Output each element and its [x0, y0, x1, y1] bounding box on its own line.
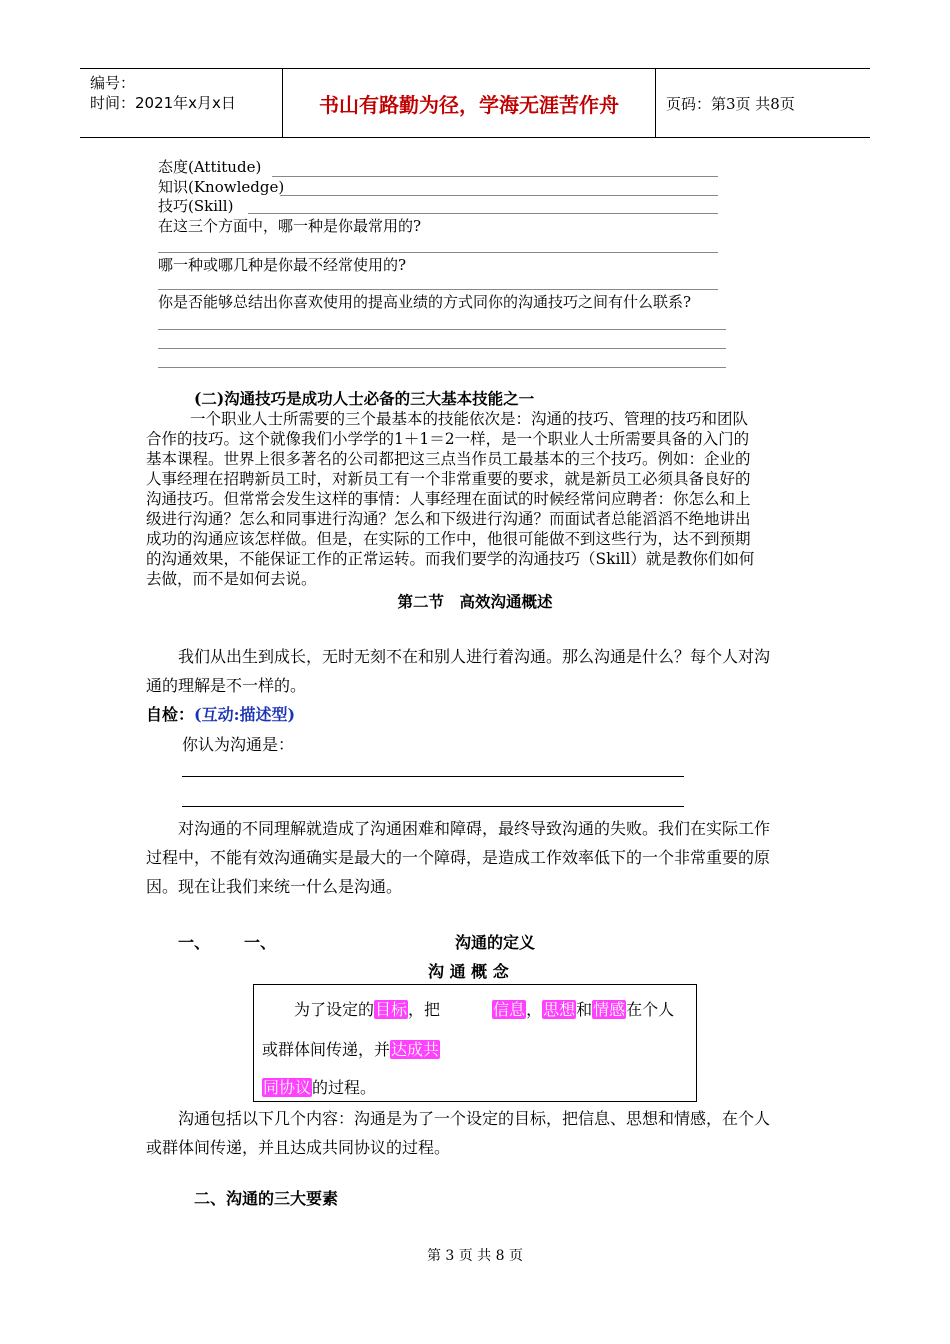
concept-line-2	[262, 1035, 440, 1064]
section-line: 合作的技巧。这个就像我们小学学的1＋1＝2一样，是一个职业人士所需要具备的入门的	[146, 430, 750, 448]
attitude-label: 态度(Attitude)	[158, 158, 262, 176]
question-most-used: 在这三个方面中，哪一种是你最常用的?	[158, 217, 422, 235]
self-check-type: (互动:描述型)	[194, 705, 296, 724]
answer-line	[158, 252, 718, 253]
time-label: 时间：2021年x月x日	[90, 94, 236, 112]
number-label: 编号：	[90, 74, 136, 92]
concept-text: 为了设定的	[294, 1000, 375, 1019]
summary-line: 沟通包括以下几个内容：沟通是为了一个设定的目标，把信息、思想和情感，在个人	[178, 1109, 771, 1128]
header-page-label: 页码：第3页 共8页	[666, 94, 795, 113]
intro-line: 我们从出生到成长，无时无刻不在和别人进行着沟通。那么沟通是什么？每个人对沟	[178, 647, 771, 666]
summary-paragraph	[146, 1104, 826, 1162]
section-heading: (二)沟通技巧是成功人士必备的三大基本技能之一	[194, 389, 535, 408]
chapter-title: 第二节 高效沟通概述	[397, 592, 553, 611]
section-line: 一个职业人士所需要的三个最基本的技能依次是：沟通的技巧、管理的技巧和团队	[190, 410, 749, 428]
page-footer: 第 3 页 共 8 页	[426, 1248, 524, 1264]
answer-line	[158, 367, 726, 368]
section-line: 级进行沟通？怎么和同事进行沟通？怎么和下级进行沟通？而面试者总能滔滔不绝地讲出	[146, 510, 751, 528]
skill-label: 技巧(Skill)	[158, 197, 234, 215]
intro-line: 通的理解是不一样的。	[146, 676, 307, 695]
concept-text: 和	[576, 1000, 593, 1019]
concept-highlight: 信息	[493, 1000, 526, 1019]
concept-text: 或群体间传递，并	[262, 1040, 391, 1059]
concept-highlight: 情感	[593, 1000, 626, 1019]
paragraph-line: 对沟通的不同理解就造成了沟通困难和障碍，最终导致沟通的失败。我们在实际工作	[178, 819, 771, 838]
knowledge-answer-line	[280, 195, 718, 196]
section-body	[146, 409, 826, 589]
section-line: 人事经理在招聘新员工时，对新员工有一个非常重要的要求，就是新员工必须具备良好的	[146, 470, 751, 488]
intro-paragraph	[146, 642, 826, 700]
self-check	[146, 700, 295, 729]
section-line: 去做，而不是如何去说。	[146, 570, 317, 588]
header-meta	[80, 69, 282, 137]
answer-line	[182, 806, 684, 807]
paragraph-line: 过程中，不能有效沟通确实是最大的一个障碍，是造成工作效率低下的一个非常重要的原	[146, 848, 771, 867]
concept-text: 的过程。	[312, 1078, 377, 1097]
concept-highlight: 目标	[375, 1000, 408, 1019]
question-least-used: 哪一种或哪几种是你最不经常使用的?	[158, 256, 407, 274]
concept-box	[253, 984, 697, 1102]
concept-line-1	[294, 995, 674, 1024]
concept-highlight: 达成共	[391, 1040, 440, 1059]
answer-line	[158, 289, 718, 290]
knowledge-label: 知识(Knowledge)	[158, 178, 285, 196]
def-number-2: 一、	[244, 933, 277, 952]
attitude-answer-line	[272, 176, 718, 177]
def-number-1: 一、	[178, 933, 211, 952]
paragraph-line: 因。现在让我们来统一什么是沟通。	[146, 877, 403, 896]
header-motto: 书山有路勤为径，学海无涯苦作舟	[282, 69, 656, 137]
concept-title: 沟 通 概 念	[428, 962, 509, 981]
prompt-text: 你认为沟通是：	[182, 735, 295, 754]
answer-line	[158, 329, 726, 330]
self-check-label: 自检：	[146, 705, 195, 724]
section-line: 成功的沟通应该怎样做。但是，在实际的工作中，他很可能做不到这些行为，达不到预期	[146, 530, 751, 548]
section-line: 基本课程。世界上很多著名的公司都把这三点当作员工最基本的三个技巧。例如：企业的	[146, 450, 751, 468]
answer-line	[182, 776, 684, 777]
concept-text: ，	[526, 1000, 543, 1019]
concept-highlight: 思想	[543, 1000, 576, 1019]
section-line: 沟通技巧。但常常会发生这样的事情：人事经理在面试的时候经常问应聘者：你怎么和上	[146, 490, 751, 508]
section-line: 的沟通效果，不能保证工作的正常运转。而我们要学的沟通技巧（Skill）就是教你们如何	[146, 550, 755, 568]
concept-highlight: 同协议	[263, 1078, 312, 1097]
concept-text: ，把	[408, 1000, 441, 1019]
concept-line-3	[262, 1073, 376, 1102]
skill-answer-line	[248, 213, 718, 214]
summary-line: 或群体间传递，并且达成共同协议的过程。	[146, 1138, 451, 1157]
concept-text: 在个人	[626, 1000, 675, 1019]
paragraph-difficulty	[146, 814, 826, 901]
elements-heading: 二、沟通的三大要素	[194, 1189, 339, 1208]
answer-line	[158, 348, 726, 349]
page-header	[80, 68, 870, 138]
question-relation: 你是否能够总结出你喜欢使用的提高业绩的方式同你的沟通技巧之间有什么联系?	[158, 293, 692, 311]
def-title: 沟通的定义	[455, 933, 536, 952]
